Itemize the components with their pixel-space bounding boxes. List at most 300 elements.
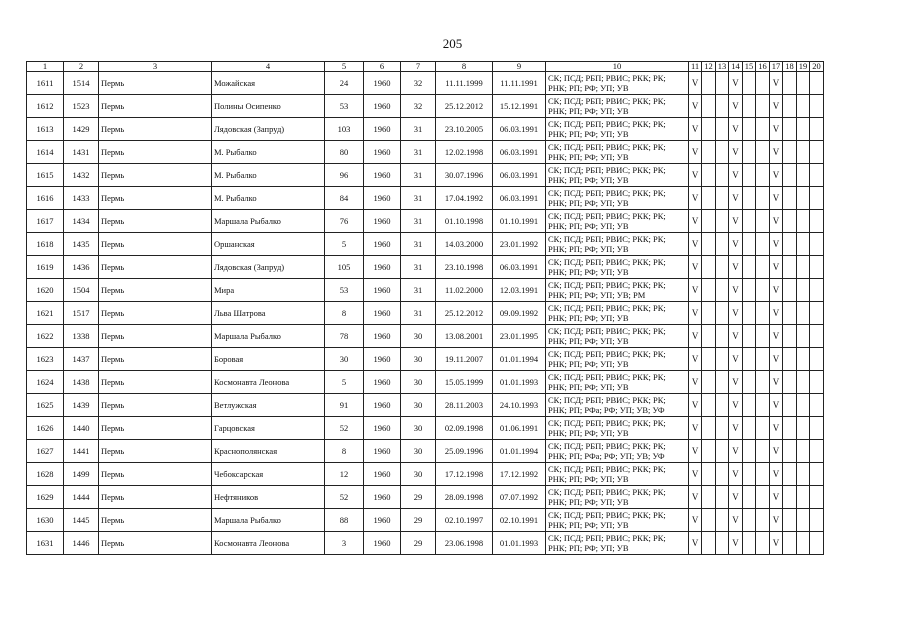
city-cell: Пермь [99,302,212,325]
house-number: 52 [325,417,364,440]
street-cell: Лядовская (Запруд) [212,118,325,141]
mark-cell-col17: V [769,463,783,486]
codes-line-1: СК; ПСД; РБП; РВИС; РКК; РК; [548,441,666,451]
house-number: 103 [325,118,364,141]
mark-cell-col16 [756,486,770,509]
street-cell: М. Рыбалко [212,187,325,210]
codes-line-1: СК; ПСД; РБП; РВИС; РКК; РК; [548,211,666,221]
column-header-19: 19 [796,62,810,72]
date-cell: 06.03.1991 [493,164,546,187]
mark-cell-col15 [742,164,756,187]
mark-cell-col17: V [769,164,783,187]
codes-line-1: СК; ПСД; РБП; РВИС; РКК; РК; [548,96,666,106]
mark-cell-col15 [742,256,756,279]
codes-line-2: РНК; РП; РФа; РФ; УП; УВ; УФ [548,451,665,461]
row-number: 1618 [27,233,64,256]
col7-value: 31 [401,118,436,141]
city-cell: Пермь [99,118,212,141]
codes-cell [546,325,689,348]
date-cell: 15.05.1999 [436,371,493,394]
mark-cell-col14: V [729,141,743,164]
mark-cell-col15 [742,532,756,555]
mark-cell-col14: V [729,371,743,394]
date-cell: 06.03.1991 [493,187,546,210]
codes-line-1: СК; ПСД; РБП; РВИС; РКК; РК; [548,280,666,290]
mark-cell-col13 [715,302,729,325]
mark-cell-col12 [702,394,716,417]
column-header-4: 4 [212,62,325,72]
date-cell: 15.12.1991 [493,95,546,118]
city-cell: Пермь [99,187,212,210]
city-cell: Пермь [99,210,212,233]
codes-line-2: РНК; РП; РФ; УП; УВ; РМ [548,290,646,300]
codes-line-1: СК; ПСД; РБП; РВИС; РКК; РК; [548,372,666,382]
row-number: 1614 [27,141,64,164]
table-row [27,440,824,463]
col7-value: 31 [401,302,436,325]
mark-cell-col12 [702,509,716,532]
mark-cell-col11: V [689,279,702,302]
mark-cell-col19 [796,187,810,210]
mark-cell-col14: V [729,440,743,463]
house-number: 105 [325,256,364,279]
mark-cell-col11: V [689,417,702,440]
mark-cell-col15 [742,279,756,302]
street-cell: Гарцовская [212,417,325,440]
mark-cell-col18 [783,164,797,187]
mark-cell-col19 [796,95,810,118]
codes-line-2: РНК; РП; РФ; УП; УВ [548,244,629,254]
street-cell: Оршанская [212,233,325,256]
mark-cell-col15 [742,348,756,371]
mark-cell-col17: V [769,440,783,463]
table-row [27,95,824,118]
codes-cell [546,233,689,256]
row-number: 1625 [27,394,64,417]
col7-value: 31 [401,210,436,233]
mark-cell-col14: V [729,532,743,555]
mark-cell-col19 [796,279,810,302]
mark-cell-col17: V [769,394,783,417]
mark-cell-col14: V [729,486,743,509]
mark-cell-col15 [742,417,756,440]
mark-cell-col19 [796,164,810,187]
date-cell: 25.12.2012 [436,95,493,118]
city-cell: Пермь [99,532,212,555]
mark-cell-col14: V [729,95,743,118]
codes-line-1: СК; ПСД; РБП; РВИС; РКК; РК; [548,234,666,244]
mark-cell-col12 [702,348,716,371]
house-number: 88 [325,509,364,532]
row-number: 1616 [27,187,64,210]
codes-line-2: РНК; РП; РФ; УП; УВ [548,428,629,438]
table-body [27,62,824,555]
mark-cell-col13 [715,325,729,348]
mark-cell-col17: V [769,509,783,532]
mark-cell-col17: V [769,233,783,256]
mark-cell-col18 [783,210,797,233]
mark-cell-col12 [702,256,716,279]
mark-cell-col18 [783,187,797,210]
row-number: 1615 [27,164,64,187]
street-cell: Космонавта Леонова [212,371,325,394]
mark-cell-col20 [810,325,824,348]
mark-cell-col19 [796,532,810,555]
codes-cell [546,256,689,279]
mark-cell-col18 [783,394,797,417]
house-number: 53 [325,279,364,302]
build-year: 1960 [364,141,401,164]
build-year: 1960 [364,233,401,256]
mark-cell-col15 [742,440,756,463]
date-cell: 19.11.2007 [436,348,493,371]
house-number: 96 [325,164,364,187]
street-cell: Маршала Рыбалко [212,509,325,532]
mark-cell-col13 [715,72,729,95]
codes-line-2: РНК; РП; РФ; УП; УВ [548,198,629,208]
mark-cell-col15 [742,72,756,95]
date-cell: 01.01.1994 [493,440,546,463]
col7-value: 30 [401,463,436,486]
mark-cell-col18 [783,233,797,256]
codes-cell [546,371,689,394]
codes-line-1: СК; ПСД; РБП; РВИС; РКК; РК; [548,418,666,428]
column-header-1: 1 [27,62,64,72]
city-cell: Пермь [99,256,212,279]
mark-cell-col11: V [689,256,702,279]
mark-cell-col16 [756,118,770,141]
codes-line-1: СК; ПСД; РБП; РВИС; РКК; РК; [548,257,666,267]
house-number: 91 [325,394,364,417]
codes-line-2: РНК; РП; РФ; УП; УВ [548,106,629,116]
city-cell: Пермь [99,509,212,532]
mark-cell-col20 [810,95,824,118]
table-row [27,325,824,348]
page-number: 205 [442,36,463,51]
row-number: 1622 [27,325,64,348]
row-number: 1624 [27,371,64,394]
mark-cell-col20 [810,371,824,394]
column-header-20: 20 [810,62,824,72]
street-cell: Можайская [212,72,325,95]
city-cell: Пермь [99,486,212,509]
codes-line-2: РНК; РП; РФ; УП; УВ [548,267,629,277]
street-cell: Полины Осипенко [212,95,325,118]
codes-cell [546,440,689,463]
table-row [27,141,824,164]
house-number: 52 [325,486,364,509]
col7-value: 30 [401,394,436,417]
date-cell: 06.03.1991 [493,141,546,164]
mark-cell-col15 [742,95,756,118]
mark-cell-col12 [702,325,716,348]
mark-cell-col18 [783,95,797,118]
codes-line-1: СК; ПСД; РБП; РВИС; РКК; РК; [548,188,666,198]
col7-value: 30 [401,440,436,463]
mark-cell-col18 [783,325,797,348]
mark-cell-col17: V [769,371,783,394]
column-header-2: 2 [64,62,99,72]
date-cell: 24.10.1993 [493,394,546,417]
col7-value: 32 [401,95,436,118]
codes-cell [546,463,689,486]
col7-value: 29 [401,486,436,509]
registry-table [26,61,824,555]
record-id: 1441 [64,440,99,463]
build-year: 1960 [364,440,401,463]
mark-cell-col20 [810,279,824,302]
mark-cell-col12 [702,95,716,118]
mark-cell-col17: V [769,279,783,302]
column-header-15: 15 [742,62,756,72]
record-id: 1429 [64,118,99,141]
table-row [27,486,824,509]
mark-cell-col13 [715,371,729,394]
codes-line-2: РНК; РП; РФ; УП; УВ [548,359,629,369]
mark-cell-col11: V [689,210,702,233]
mark-cell-col11: V [689,164,702,187]
mark-cell-col20 [810,164,824,187]
date-cell: 12.02.1998 [436,141,493,164]
column-header-17: 17 [769,62,783,72]
house-number: 76 [325,210,364,233]
col7-value: 31 [401,279,436,302]
mark-cell-col18 [783,486,797,509]
date-cell: 28.09.1998 [436,486,493,509]
table-row [27,532,824,555]
mark-cell-col12 [702,279,716,302]
record-id: 1435 [64,233,99,256]
table-row [27,210,824,233]
mark-cell-col14: V [729,417,743,440]
mark-cell-col11: V [689,371,702,394]
build-year: 1960 [364,210,401,233]
street-cell: Нефтяников [212,486,325,509]
city-cell: Пермь [99,72,212,95]
header-row [27,62,824,72]
mark-cell-col18 [783,371,797,394]
mark-cell-col15 [742,394,756,417]
codes-cell [546,279,689,302]
build-year: 1960 [364,72,401,95]
col7-value: 30 [401,371,436,394]
codes-line-1: СК; ПСД; РБП; РВИС; РКК; РК; [548,142,666,152]
mark-cell-col19 [796,417,810,440]
build-year: 1960 [364,164,401,187]
mark-cell-col13 [715,348,729,371]
house-number: 5 [325,233,364,256]
codes-line-2: РНК; РП; РФ; УП; УВ [548,336,629,346]
date-cell: 12.03.1991 [493,279,546,302]
city-cell: Пермь [99,417,212,440]
column-header-13: 13 [715,62,729,72]
mark-cell-col20 [810,394,824,417]
date-cell: 25.12.2012 [436,302,493,325]
date-cell: 01.01.1993 [493,371,546,394]
codes-line-2: РНК; РП; РФ; УП; УВ [548,221,629,231]
mark-cell-col11: V [689,348,702,371]
record-id: 1439 [64,394,99,417]
record-id: 1517 [64,302,99,325]
mark-cell-col13 [715,187,729,210]
mark-cell-col19 [796,72,810,95]
record-id: 1436 [64,256,99,279]
build-year: 1960 [364,532,401,555]
mark-cell-col12 [702,72,716,95]
mark-cell-col20 [810,463,824,486]
table-row [27,371,824,394]
street-cell: Лядовская (Запруд) [212,256,325,279]
date-cell: 17.12.1998 [436,463,493,486]
mark-cell-col14: V [729,72,743,95]
col7-value: 31 [401,141,436,164]
mark-cell-col12 [702,463,716,486]
mark-cell-col11: V [689,486,702,509]
street-cell: Маршала Рыбалко [212,325,325,348]
mark-cell-col11: V [689,325,702,348]
mark-cell-col12 [702,187,716,210]
date-cell: 02.10.1991 [493,509,546,532]
codes-line-1: СК; ПСД; РБП; РВИС; РКК; РК; [548,395,666,405]
street-cell: Краснополянская [212,440,325,463]
mark-cell-col16 [756,233,770,256]
codes-line-2: РНК; РП; РФ; УП; УВ [548,382,629,392]
codes-cell [546,95,689,118]
mark-cell-col17: V [769,95,783,118]
mark-cell-col16 [756,210,770,233]
codes-cell [546,302,689,325]
record-id: 1433 [64,187,99,210]
codes-line-2: РНК; РП; РФ; УП; УВ [548,520,629,530]
mark-cell-col12 [702,210,716,233]
mark-cell-col14: V [729,325,743,348]
mark-cell-col14: V [729,164,743,187]
mark-cell-col20 [810,141,824,164]
city-cell: Пермь [99,279,212,302]
mark-cell-col13 [715,486,729,509]
mark-cell-col16 [756,417,770,440]
codes-line-1: СК; ПСД; РБП; РВИС; РКК; РК; [548,464,666,474]
mark-cell-col14: V [729,509,743,532]
mark-cell-col12 [702,302,716,325]
codes-cell [546,486,689,509]
mark-cell-col16 [756,141,770,164]
mark-cell-col20 [810,417,824,440]
table-row [27,348,824,371]
mark-cell-col14: V [729,279,743,302]
mark-cell-col17: V [769,187,783,210]
mark-cell-col13 [715,164,729,187]
date-cell: 11.11.1991 [493,72,546,95]
build-year: 1960 [364,348,401,371]
mark-cell-col12 [702,440,716,463]
table-row [27,463,824,486]
build-year: 1960 [364,256,401,279]
date-cell: 28.11.2003 [436,394,493,417]
mark-cell-col17: V [769,325,783,348]
mark-cell-col14: V [729,302,743,325]
mark-cell-col20 [810,440,824,463]
mark-cell-col19 [796,256,810,279]
mark-cell-col11: V [689,532,702,555]
column-header-6: 6 [364,62,401,72]
mark-cell-col20 [810,348,824,371]
mark-cell-col13 [715,440,729,463]
mark-cell-col14: V [729,210,743,233]
mark-cell-col14: V [729,118,743,141]
mark-cell-col18 [783,417,797,440]
city-cell: Пермь [99,164,212,187]
mark-cell-col19 [796,486,810,509]
row-number: 1630 [27,509,64,532]
mark-cell-col20 [810,486,824,509]
codes-cell [546,187,689,210]
col7-value: 29 [401,532,436,555]
mark-cell-col14: V [729,187,743,210]
mark-cell-col19 [796,233,810,256]
mark-cell-col16 [756,256,770,279]
table-row [27,394,824,417]
record-id: 1440 [64,417,99,440]
mark-cell-col15 [742,118,756,141]
street-cell: Космонавта Леонова [212,532,325,555]
mark-cell-col11: V [689,440,702,463]
city-cell: Пермь [99,141,212,164]
mark-cell-col14: V [729,348,743,371]
codes-line-2: РНК; РП; РФ; УП; УВ [548,313,629,323]
column-header-5: 5 [325,62,364,72]
build-year: 1960 [364,279,401,302]
row-number: 1621 [27,302,64,325]
mark-cell-col15 [742,463,756,486]
col7-value: 31 [401,256,436,279]
date-cell: 01.10.1991 [493,210,546,233]
record-id: 1514 [64,72,99,95]
column-header-16: 16 [756,62,770,72]
record-id: 1446 [64,532,99,555]
house-number: 5 [325,371,364,394]
mark-cell-col17: V [769,348,783,371]
build-year: 1960 [364,509,401,532]
codes-line-1: СК; ПСД; РБП; РВИС; РКК; РК; [548,119,666,129]
table-row [27,302,824,325]
codes-line-1: СК; ПСД; РБП; РВИС; РКК; РК; [548,510,666,520]
codes-cell [546,118,689,141]
house-number: 12 [325,463,364,486]
mark-cell-col18 [783,141,797,164]
date-cell: 01.10.1998 [436,210,493,233]
row-number: 1617 [27,210,64,233]
table-row [27,72,824,95]
codes-line-1: СК; ПСД; РБП; РВИС; РКК; РК; [548,349,666,359]
codes-line-2: РНК; РП; РФ; УП; УВ [548,497,629,507]
row-number: 1619 [27,256,64,279]
build-year: 1960 [364,325,401,348]
mark-cell-col14: V [729,233,743,256]
build-year: 1960 [364,118,401,141]
house-number: 80 [325,141,364,164]
mark-cell-col13 [715,279,729,302]
build-year: 1960 [364,187,401,210]
build-year: 1960 [364,486,401,509]
date-cell: 01.01.1994 [493,348,546,371]
codes-line-2: РНК; РП; РФ; УП; УВ [548,129,629,139]
column-header-7: 7 [401,62,436,72]
mark-cell-col18 [783,302,797,325]
mark-cell-col20 [810,118,824,141]
date-cell: 02.10.1997 [436,509,493,532]
mark-cell-col13 [715,394,729,417]
